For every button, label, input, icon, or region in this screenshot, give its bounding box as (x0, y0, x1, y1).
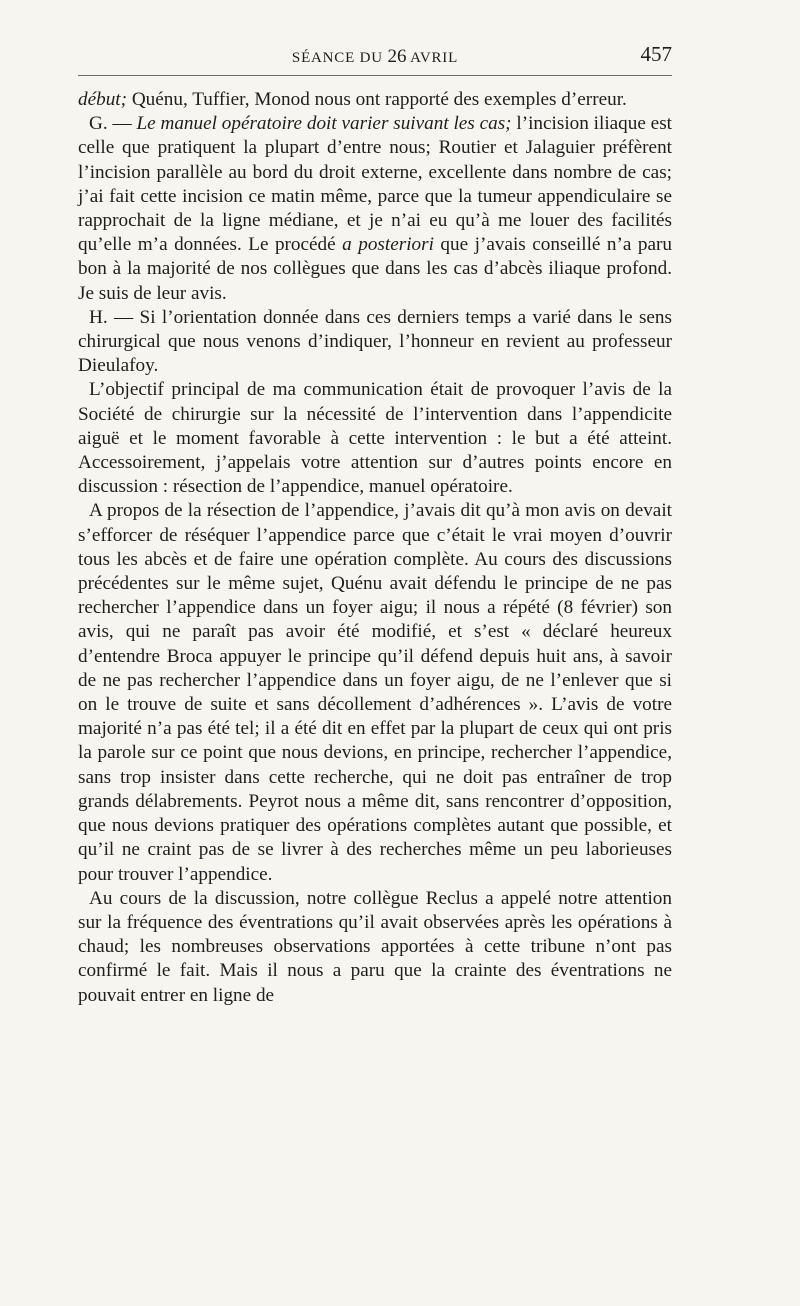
paragraph-p2 (78, 306, 672, 379)
paragraph-p4 (78, 499, 672, 886)
paragraph-p3 (78, 378, 672, 499)
running-title-text: SÉANCE DU (291, 50, 383, 66)
paragraph-p0 (78, 88, 672, 112)
book-page (78, 40, 672, 1008)
text-run: L’objectif principal de ma communication était de provoquer l’avis de la Société de chirurgie sur la nécessité de l’intervention dans l’appendicite aiguë et le moment favorable à cette intervention : le but a été atteint. Accessoirement, j’appelais votre attention sur d’autres points encore en discussion : résection de l’appendice, manuel opératoire. (78, 379, 672, 498)
body-text (78, 88, 672, 1008)
running-title (78, 46, 672, 68)
text-run: G. — (89, 113, 137, 135)
italic-run: a posteriori (342, 234, 434, 256)
text-run: que j’avais conseillé n’a paru bon à la majorité de nos collègues que dans les cas d’abcès iliaque profond. Je suis de leur avis. (78, 234, 672, 304)
text-run: l’incision iliaque est celle que pratiquent la plupart d’entre nous; Routier et Jalaguier préfèrent l’incision parallèle au bord du droit externe, excellente dans nombre de cas; j’ai fait cette incision ce matin même, parce que la tumeur appendiculaire se rapprochait de la ligne médiane, et je n’ai eu qu’à me louer des facilités qu’elle m’a données. Le procédé (78, 113, 672, 256)
text-run: Au cours de la discussion, notre collègue Reclus a appelé notre attention sur la fréquence des éventrations qu’il avait observées après les opérations à chaud; les nombreuses observations apportées à cette tribune n’ont pas confirmé le fait. Mais il nous a paru que la crainte des éventrations ne pouvait entrer en ligne de (78, 887, 672, 1006)
italic-run: début; (78, 89, 128, 110)
header-rule (78, 75, 672, 76)
text-run: A propos de la résection de l’appendice, j’avais dit qu’à mon avis on devait s’efforcer de réséquer l’appendice parce que c’était le vrai moyen d’ouvrir tous les abcès et de faire une opération complète. Au cours des discussions précédentes sur le même sujet, Quénu avait défendu le principe de ne pas rechercher l’appendice dans un foyer aigu; il nous a répété (8 février) son avis, qui ne paraît pas avoir été modifié, et s’est « déclaré heureux d’entendre Broca appuyer le principe qu’il défend depuis huit ans, à savoir de ne pas rechercher l’appendice dans un foyer aigu, de ne l’enlever que si on le trouve de suite et sans décollement d’adhérences ». L’avis de votre majorité n’a pas été tel; il a été dit en effet par la plupart de ceux qui ont pris la parole sur ce point que nous devions, en principe, rechercher l’appendice, sans trop insister dans cette recherche, qui ne doit pas entraîner de trop grands délabrements. Peyrot nous a même dit, sans rencontrer d’opposition, que nous devions pratiquer des opérations complètes autant que possible, et qu’il ne craint pas de se livrer à des recherches même un peu laborieuses pour trouver l’appendice. (78, 500, 672, 885)
running-head (78, 40, 672, 74)
page-number: 457 (640, 42, 672, 66)
paragraph-p1 (78, 112, 672, 306)
paragraph-p5 (78, 887, 672, 1008)
italic-run: Le manuel opératoire doit varier suivant les cas; (136, 113, 512, 135)
running-title-date: 26 (387, 46, 407, 67)
text-run: H. — Si l’orientation donnée dans ces derniers temps a varié dans le sens chirurgical que nous venons d’indiquer, l’honneur en revient au professeur Dieulafoy. (78, 306, 672, 377)
text-run: Quénu, Tuffier, Monod nous ont rapporté des exemples d’erreur. (127, 89, 627, 110)
running-title-month: AVRIL (410, 50, 459, 66)
